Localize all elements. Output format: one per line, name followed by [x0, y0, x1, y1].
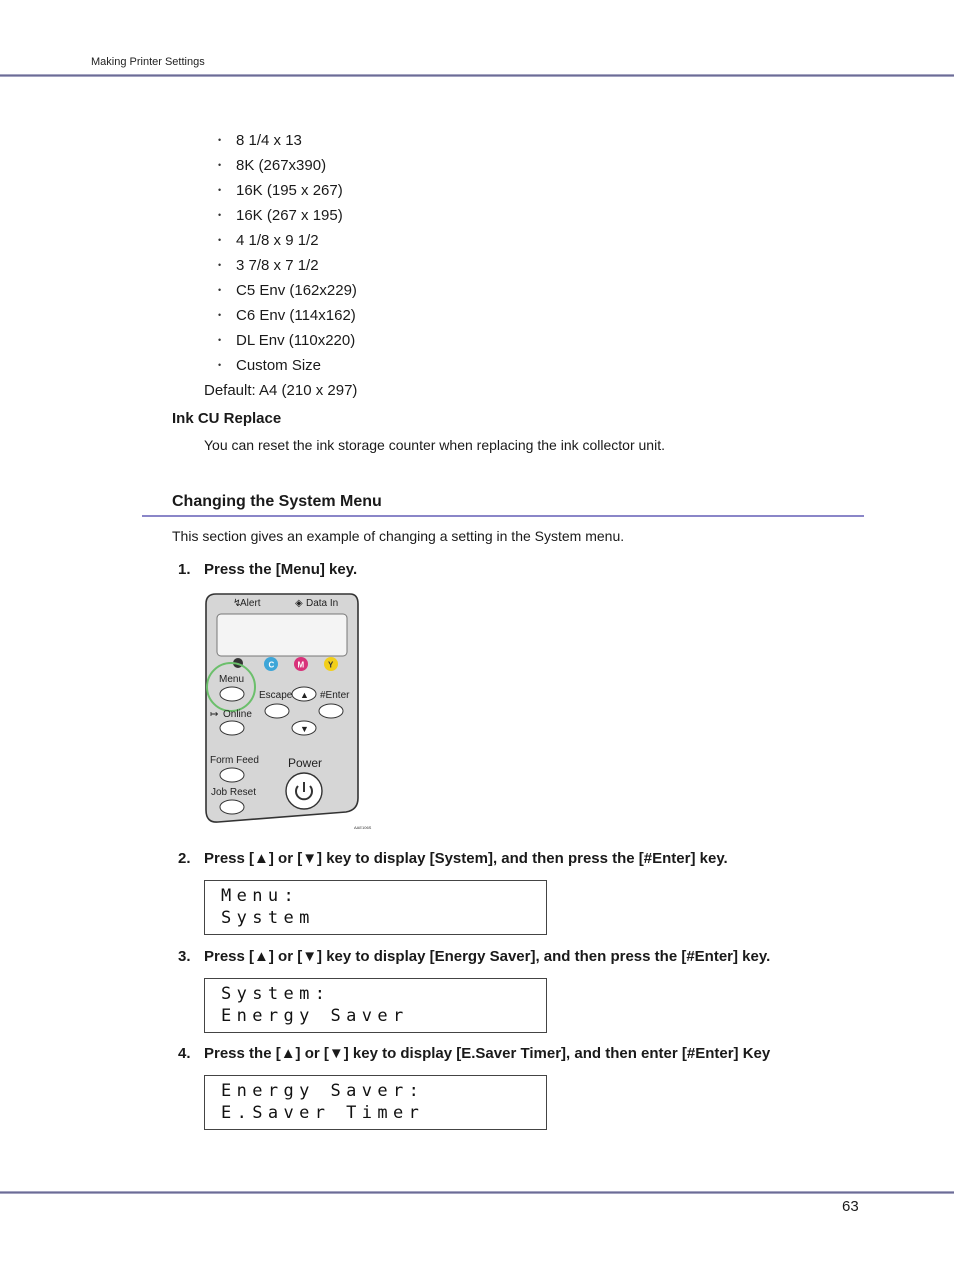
list-item: • 4 1/8 x 9 1/2 — [218, 230, 357, 255]
lcd-line-2: System — [221, 908, 315, 928]
menu-key — [220, 687, 244, 701]
ink-cu-term: Ink CU Replace — [172, 410, 282, 427]
step-3 — [178, 948, 770, 965]
list-item: • 3 7/8 x 7 1/2 — [218, 255, 357, 280]
paper-size-list — [218, 130, 357, 380]
running-header: Making Printer Settings — [91, 56, 205, 68]
list-item: • C6 Env (114x162) — [218, 305, 357, 330]
step-2 — [178, 850, 728, 867]
list-item: • C5 Env (162x229) — [218, 280, 357, 305]
enter-key — [319, 704, 343, 718]
list-item: • 8 1/4 x 13 — [218, 130, 357, 155]
lcd-display-step-2 — [204, 880, 547, 935]
alert-icon: ↯ — [233, 598, 242, 609]
section-intro: This section gives an example of changing a setting in the System menu. — [172, 528, 625, 544]
enter-label: #Enter — [320, 690, 350, 701]
list-item: • 8K (267x390) — [218, 155, 357, 180]
menu-label: Menu — [219, 674, 245, 685]
figure-id: AAE106S — [354, 825, 372, 830]
ink-cu-description: You can reset the ink storage counter when replacing the ink collector unit. — [204, 437, 665, 453]
online-label: Online — [223, 709, 252, 720]
list-item: • 16K (267 x 195) — [218, 205, 357, 230]
up-arrow-icon: ▲ — [300, 690, 309, 700]
lcd-line-2: Energy Saver — [221, 1006, 409, 1026]
list-item: • DL Env (110x220) — [218, 330, 357, 355]
lcd-line-1: Energy Saver: — [221, 1081, 425, 1101]
job-reset-label: Job Reset — [211, 787, 257, 798]
power-label: Power — [288, 756, 323, 770]
step-1 — [178, 561, 357, 578]
section-title: Changing the System Menu — [172, 493, 382, 510]
online-key — [220, 721, 244, 735]
yellow-ink-label: Y — [328, 660, 334, 670]
lcd-line-1: Menu: — [221, 886, 300, 906]
list-item: • Custom Size — [218, 355, 357, 380]
step-number: 4. — [178, 1045, 191, 1062]
data-in-icon: ◈ — [295, 598, 303, 609]
step-4 — [178, 1045, 770, 1062]
step-number: 1. — [178, 561, 191, 578]
default-value: Default: A4 (210 x 297) — [204, 382, 358, 399]
operation-panel-illustration — [202, 590, 382, 832]
header-rule — [0, 74, 954, 77]
lcd-display-step-3 — [204, 978, 547, 1033]
footer-rule — [0, 1191, 954, 1194]
alert-label: Alert — [240, 598, 261, 609]
step-number: 2. — [178, 850, 191, 867]
lcd-display-step-4 — [204, 1075, 547, 1130]
list-item: • 16K (195 x 267) — [218, 180, 357, 205]
magenta-ink-label: M — [297, 660, 305, 670]
form-feed-label: Form Feed — [210, 755, 259, 766]
step-text: Press [▲] or [▼] key to display [Energy Saver], and then press the [#Enter] key. — [204, 948, 771, 965]
section-rule — [142, 515, 864, 517]
form-feed-key — [220, 768, 244, 782]
step-text: Press [▲] or [▼] key to display [System], and then press the [#Enter] key. — [204, 850, 728, 867]
online-icon: ↦ — [210, 709, 219, 720]
step-text: Press the [▲] or [▼] key to display [E.Saver Timer], and then enter [#Enter] Key — [204, 1045, 771, 1062]
step-number: 3. — [178, 948, 191, 965]
step-text: Press the [Menu] key. — [204, 561, 358, 578]
lcd-line-2: E.Saver Timer — [221, 1103, 425, 1123]
down-arrow-icon: ▼ — [300, 724, 309, 734]
escape-key — [265, 704, 289, 718]
page-number: 63 — [842, 1198, 859, 1215]
data-in-label: Data In — [306, 598, 339, 609]
lcd-window — [217, 614, 347, 656]
escape-label: Escape — [259, 690, 293, 701]
lcd-line-1: System: — [221, 984, 331, 1004]
job-reset-key — [220, 800, 244, 814]
cyan-ink-label: C — [268, 660, 275, 670]
